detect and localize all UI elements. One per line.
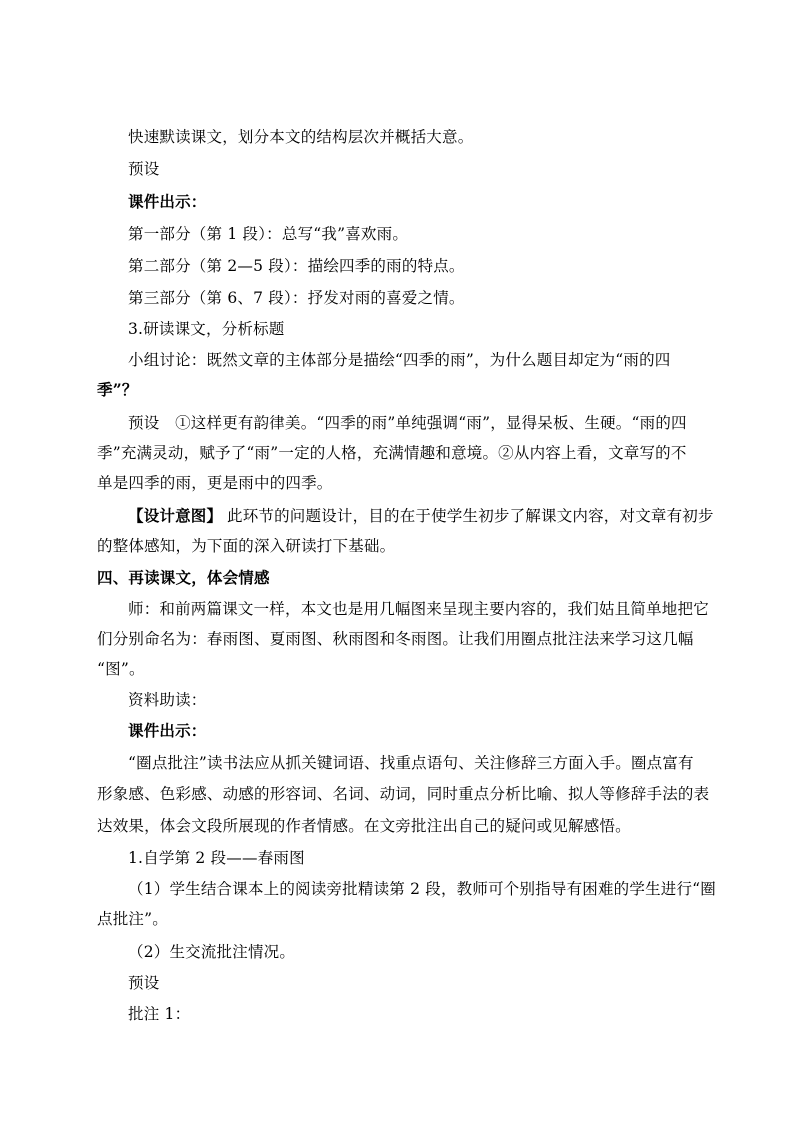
- courseware-label: 课件出示：: [128, 192, 207, 211]
- section-3-heading: 3.研读课文，分析标题: [128, 320, 285, 338]
- design-intent-text-2: 的整体感知，为下面的深入研读打下基础。: [97, 537, 396, 555]
- part-two-line: 第二部分（第 2—5 段）：描绘四季的雨的特点。: [128, 257, 465, 275]
- part-one-line: 第一部分（第 1 段）：总写“我”喜欢雨。: [128, 225, 409, 243]
- reference-label: 资料助读：: [128, 691, 207, 709]
- method-line-2: 形象感、色彩感、动感的形容词、名词、动词，同时重点分析比喻、拟人等修辞手法的表: [97, 785, 710, 803]
- teacher-line-3: “图”。: [97, 660, 145, 678]
- teacher-line-1: 师：和前两篇课文一样，本文也是用几幅图来呈现主要内容的，我们姑且简单地把它: [128, 600, 709, 618]
- step-1-line-1: （1）学生结合课本上的阅读旁批精读第 2 段，教师可个别指导有困难的学生进行“圈: [128, 880, 717, 898]
- part-three-line: 第三部分（第 6、7 段）：抒发对雨的喜爱之情。: [128, 289, 465, 307]
- step-2-line: （2）生交流批注情况。: [128, 943, 296, 961]
- discussion-line-2: 季”？: [97, 380, 138, 399]
- courseware-label-2: 课件出示：: [128, 721, 207, 740]
- teacher-line-2: 们分别命名为：春雨图、夏雨图、秋雨图和冬雨图。让我们用圈点批注法来学习这几幅: [97, 630, 694, 648]
- preset-answer-line-2: 季”充满灵动，赋予了“雨”一定的人格，充满情趣和意境。②从内容上看，文章写的不: [97, 444, 687, 462]
- method-line-1: “圈点批注”读书法应从抓关键词语、找重点语句、关注修辞三方面入手。圈点富有: [128, 754, 694, 772]
- annotation-1-label: 批注 1：: [128, 1005, 191, 1023]
- discussion-line-1: 小组讨论：既然文章的主体部分是描绘“四季的雨”，为什么题目却定为“雨的四: [128, 351, 671, 369]
- preset-label-2: 预设: [128, 974, 160, 992]
- preset-answer-line-1: 预设 ①这样更有韵律美。“四季的雨”单纯强调“雨”，显得呆板、生硬。“雨的四: [128, 414, 687, 432]
- section-4-heading: 四、再读课文，体会情感: [97, 568, 270, 587]
- preset-label: 预设: [128, 160, 160, 178]
- preset-answer-line-3: 单是四季的雨，更是雨中的四季。: [97, 474, 333, 492]
- instruction-line: 快速默读课文，划分本文的结构层次并概括大意。: [128, 128, 474, 146]
- method-line-3: 达效果，体会文段所展现的作者情感。在文旁批注出自己的疑问或见解感悟。: [97, 817, 631, 835]
- design-intent-label: 【设计意图】: [128, 506, 223, 525]
- step-1-line-2: 点批注”。: [97, 910, 168, 928]
- self-study-heading: 1.自学第 2 段——春雨图: [128, 849, 305, 867]
- design-intent-text-1: 此环节的问题设计，目的在于使学生初步了解课文内容，对文章有初步: [227, 507, 714, 525]
